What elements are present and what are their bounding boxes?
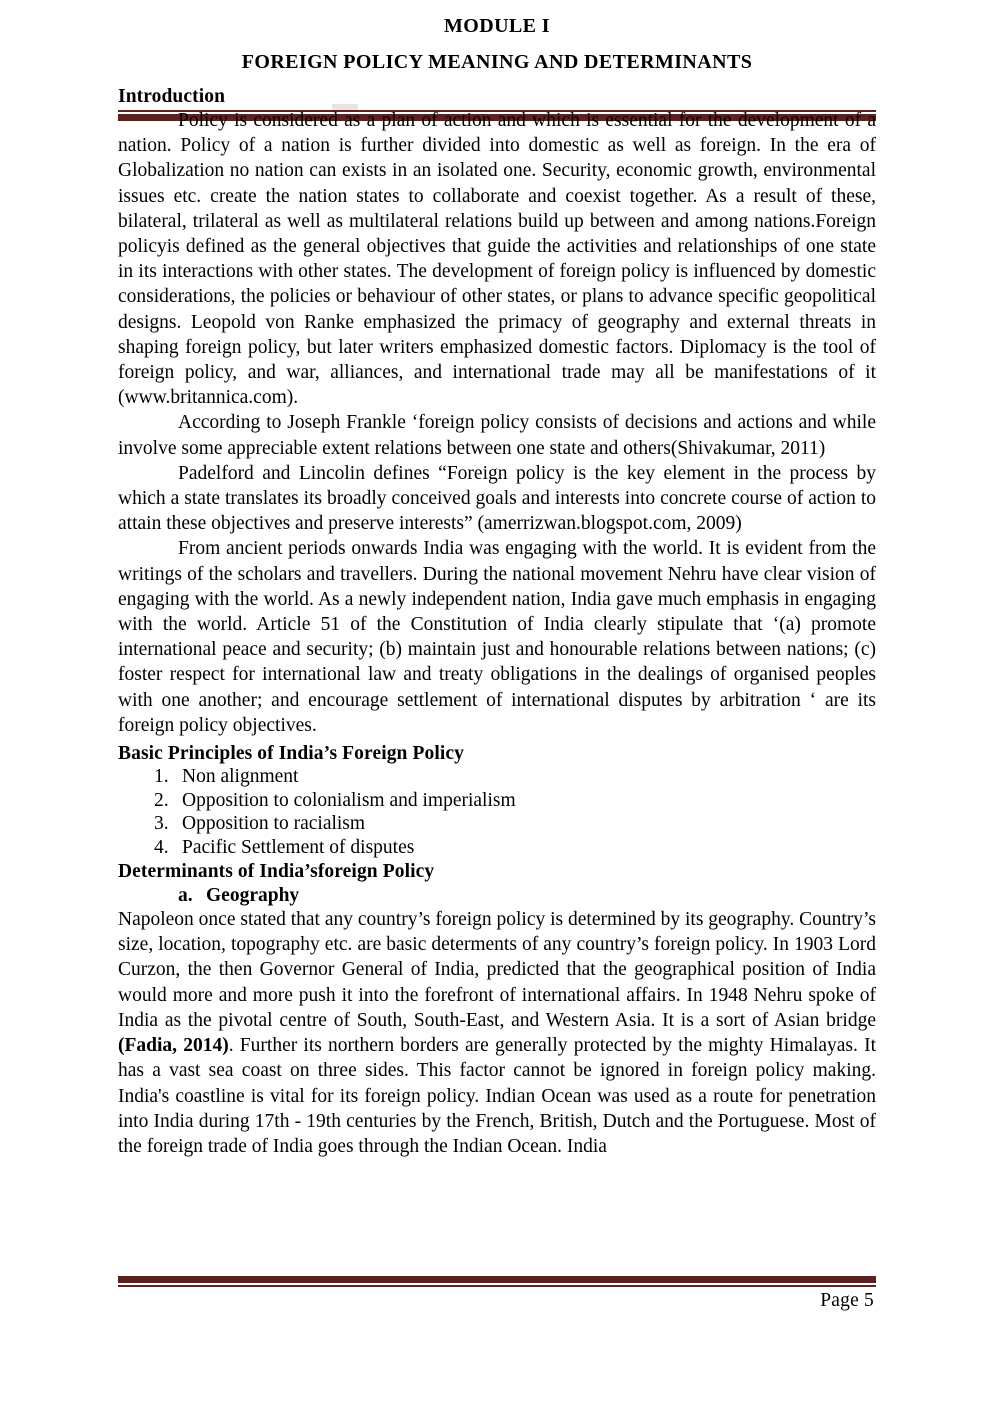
paragraph-policy-definition: Policy is considered as a plan of action and which is essential for the development of a nation. Policy of a nation is further divided into domestic as well as foreign. In the era of Globalization no nation can exists in an isolated one. Security, economic growth, environmental issues etc. create the nation states to collaborate and coexist together. As a result of these, bilateral, trilateral as well as multilateral relations build up between and among nations.Foreign policyis defined as the general objectives that guide the activities and relationships of one state in its interactions with other states. The development of foreign policy is influenced by domestic considerations, the policies or behaviour of other states, or plans to advance specific geopolitical designs. Leopold von Ranke emphasized the primacy of geography and external threats in shaping foreign policy, but later writers emphasized domestic factors. Diplomacy is the tool of foreign policy, and war, alliances, and international trade may all be manifestations of it (www.britannica.com).	[118, 110, 876, 409]
sub-heading-marker: a.	[178, 885, 193, 907]
heading-determinants: Determinants of India’sforeign Policy	[118, 861, 435, 883]
geography-text-after: . Further its northern borders are generally protected by the mighty Himalayas. It has a vast sea coast on three sides. This factor cannot be ignored in foreign policy making. India's coastline is vital for its foreign policy. Indian Ocean was used as a route for penetration into India during 17th - 19th centuries by the French, British, Dutch and the Portuguese. Most of the foreign trade of India goes through the Indian Ocean. India	[118, 1035, 876, 1157]
footer-rule	[118, 1276, 876, 1287]
paragraph-india-engagement: From ancient periods onwards India was engaging with the world. It is evident from the writings of the scholars and travellers. During the national movement Nehru have clear vision of engaging with the world. As a newly independent nation, India gave much emphasis in engaging with the world. Article 51 of the Constitution of India clearly stipulate that ‘(a) promote international peace and security; (b) maintain just and honourable relations between nations; (c) foster respect for international law and treaty obligations in the dealings of organised peoples with one another; and encourage settlement of international disputes by arbitration ‘ are its foreign policy objectives.	[118, 538, 876, 736]
list-item-label: Non alignment	[182, 766, 299, 788]
list-item	[118, 789, 876, 813]
list-item	[118, 812, 876, 836]
module-title: MODULE I	[444, 15, 550, 37]
footer-rule-thin	[118, 1285, 876, 1287]
geography-text-before: Napoleon once stated that any country’s foreign policy is determined by its geography. Country’s size, location, topography etc. are basic determents of any country’s foreign policy. In 1903 Lord Curzon, the then Governor General of India, predicted that the geographical position of India would more and more push it into the forefront of international affairs. In 1948 Nehru spoke of India as the pivotal centre of South, South-East, and Western Asia. It is a sort of Asian bridge	[118, 909, 876, 1031]
list-item-label: Pacific Settlement of disputes	[182, 836, 415, 858]
list-item-number: 2.	[154, 789, 169, 811]
page-number: Page 5	[820, 1290, 874, 1311]
heading-introduction: Introduction	[118, 86, 226, 107]
list-item-label: Opposition to colonialism and imperialism	[182, 789, 516, 811]
document-body	[118, 0, 876, 1159]
sub-heading-label: Geography	[206, 885, 300, 907]
heading-geography	[118, 883, 876, 907]
list-item-number: 3.	[154, 813, 169, 835]
page-title: FOREIGN POLICY MEANING AND DETERMINANTS	[241, 51, 753, 73]
heading-basic-principles: Basic Principles of India’s Foreign Policy	[118, 743, 464, 765]
paragraph-padelford-lincolin: Padelford and Lincolin defines “Foreign policy is the key element in the process by which a state translates its broadly conceived goals and interests into concrete course of action to attain these objectives and preserve interests” (amerrizwan.blogspot.com, 2009)	[118, 462, 876, 535]
footer-rule-thick	[118, 1276, 876, 1283]
list-item-number: 4.	[154, 836, 169, 858]
paragraph-geography	[118, 907, 876, 1159]
principles-list	[118, 765, 876, 859]
list-item-label: Opposition to racialism	[182, 813, 366, 835]
list-item	[118, 836, 876, 860]
geography-citation: (Fadia, 2014)	[118, 1035, 229, 1057]
list-item-number: 1.	[154, 766, 169, 788]
list-item	[118, 765, 876, 789]
paragraph-joseph-frankle: According to Joseph Frankle ‘foreign policy consists of decisions and actions and while involve some appreciable extent relations between one state and others(Shivakumar, 2011)	[118, 412, 876, 459]
